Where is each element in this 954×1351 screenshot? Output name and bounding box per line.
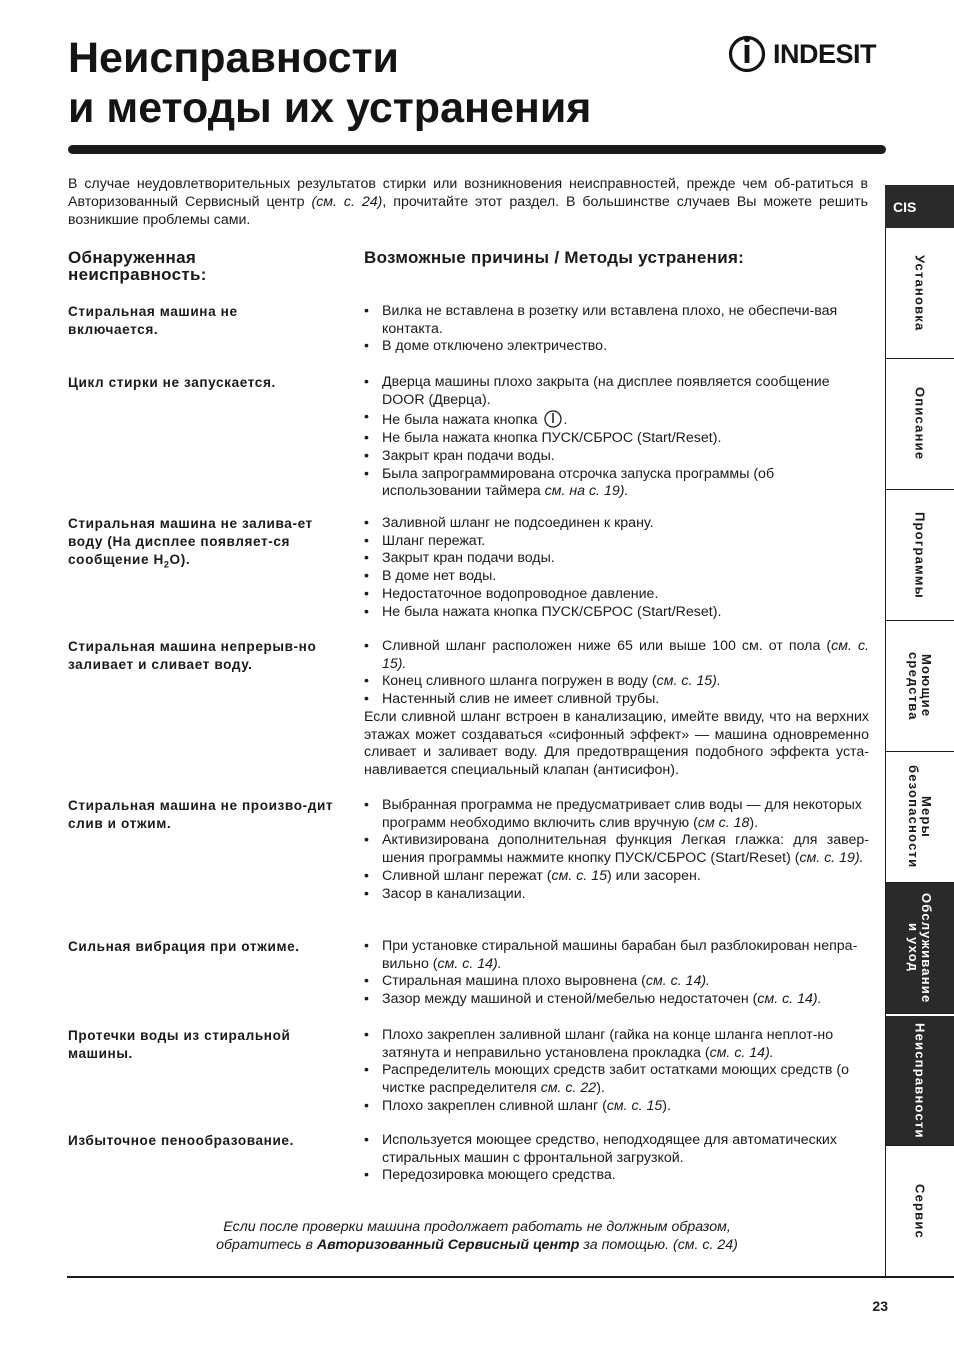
tab-programs[interactable]: Программы <box>886 490 954 621</box>
cause-item: • Вилка не вставлена в розетку или вставлена плохо, не обеспечи-вая контакта. <box>364 303 838 337</box>
cause-item: • В доме отключено электричество. <box>364 338 608 355</box>
cause-item: • Передозировка моющего средства. <box>364 1167 616 1184</box>
cause-list <box>364 638 869 780</box>
page-title-line-1: Неисправности <box>68 34 399 82</box>
tab-maintenance[interactable]: Обслуживание и уход <box>886 883 954 1014</box>
cause-item: • Зазор между машиной и стеной/мебелью недостаточен (см. с. 14). <box>364 991 822 1008</box>
cause-item: • Заливной шланг не подсоединен к крану. <box>364 515 654 531</box>
cause-item: • Не была нажата кнопка . <box>364 409 568 429</box>
cause-item: • Не была нажата кнопка ПУСК/СБРОС (Start/Reset). <box>364 430 722 447</box>
cause-list <box>364 938 869 1009</box>
cause-item: • Дверца машины плохо закрыта (на дисплее появляется сообщение DOOR (Дверца). <box>364 374 830 408</box>
problem-label: Сильная вибрация при отжиме. <box>68 939 300 954</box>
column-header-causes: Возможные причины / Методы устранения: <box>364 248 745 267</box>
problem-label: Стиральная машина не включается. <box>68 304 238 337</box>
service-center-name: Авторизованный Сервисный центр <box>316 1237 580 1253</box>
cause-list <box>364 797 869 903</box>
cause-item: • Шланг пережат. <box>364 532 486 549</box>
language-label: CIS <box>885 185 954 228</box>
cause-item: • Закрыт кран подачи воды. <box>364 550 555 567</box>
brand-logo <box>727 33 892 75</box>
power-icon <box>543 409 563 429</box>
intro-paragraph <box>68 175 868 229</box>
problem-label: Стиральная машина не произво-дит слив и отжим. <box>68 798 334 831</box>
problem-label: Стиральная машина непрерыв-но заливает и сливает воду. <box>68 639 317 672</box>
cause-list <box>364 303 869 356</box>
tab-description[interactable]: Описание <box>886 359 954 490</box>
cause-note: Если сливной шланг встроен в канализацию, имейте ввиду, что на верхних этажах может создаваться «сифонный эффект» — машина одновременно сливает и заливает воду. Для предотвращения подобного эффекта уста-навливается специальный клапан (антисифон). <box>364 708 869 778</box>
intro-text-2: , прочитайте этот раздел. В большинстве случаев Вы можете решить возникшие проблемы сами. <box>68 194 868 228</box>
tab-service[interactable]: Сервис <box>912 1184 928 1239</box>
cause-item: • Плохо закреплен сливной шланг (см. с. 15). <box>364 1097 671 1114</box>
cause-item: • Сливной шланг пережат (см. с. 15) или засорен. <box>364 867 701 884</box>
brand-logo-mark <box>727 33 767 75</box>
problem-label: Избыточное пенообразование. <box>68 1133 294 1148</box>
page-title <box>68 33 591 133</box>
cause-item: • Закрыт кран подачи воды. <box>364 447 555 464</box>
tab-safety[interactable]: Меры безопасности <box>886 752 954 883</box>
cause-item: • Активизирована дополнительная функция Легкая глажка: для завер-шения программы нажмите кнопку ПУСК/СБРОС (Start/Reset) (см. с. 19). <box>364 832 869 867</box>
cause-item: • При установке стиральной машины барабан был разблокирован непра-вильно (см. с. 14). <box>364 938 858 972</box>
cause-item: • Недостаточное водопроводное давление. <box>364 585 659 602</box>
column-header-problem: Обнаруженная неисправность: <box>68 248 207 284</box>
tab-installation[interactable]: Установка <box>886 228 954 359</box>
brand-logo-text: INDESIT <box>773 38 877 69</box>
cause-item: • Плохо закреплен заливной шланг (гайка на конце шланга неплот-но затянута и неправильно установлена прокладка (см. с. 14). <box>364 1027 834 1061</box>
page-number: 23 <box>872 1298 888 1314</box>
cause-list <box>364 1132 869 1185</box>
page-title-line-2: и методы их устранения <box>68 84 592 132</box>
cause-item: • Распределитель моющих средств забит остатками моющих средств (о чистке распределителя см. с. 22). <box>364 1062 849 1097</box>
service-note: Если после проверки машина продолжает работать не должным образом, обратитесь в Авторизованный Сервисный центр за помощью. (см. с. 24) <box>216 1219 738 1253</box>
service-note-line-1: Если после проверки машина продолжает работать не должным образом, <box>223 1219 731 1235</box>
cause-item: • Выбранная программа не предусматривает слив воды — для некоторых программ необходимо включить слив вручную (см с. 18). <box>364 797 862 831</box>
tab-detergents[interactable]: Моющие средства <box>886 621 954 752</box>
problem-label: Стиральная машина не залива-ет воду (На дисплее появляет-ся сообщение $H_2O$). <box>68 516 313 570</box>
cause-item: • Сливной шланг расположен ниже 65 или выше 100 см. от пола (см. с. 15). <box>364 638 869 672</box>
cause-list <box>364 515 869 621</box>
problem-label: Цикл стирки не запускается. <box>68 375 276 390</box>
cause-item: • Конец сливного шланга погружен в воду (см. с. 15). <box>364 673 721 690</box>
cause-list <box>364 1027 869 1116</box>
cause-item: • Засор в канализации. <box>364 885 526 902</box>
header-divider <box>68 145 886 154</box>
cause-item: • Была запрограммирована отсрочка запуска программы (об использовании таймера см. на с. 19). <box>364 465 775 500</box>
intro-text-1: В случае неудовлетворительных результатов стирки или возникновения неисправностей, прежде чем об-ратиться в Авторизованный Сервисный центр <box>68 176 868 210</box>
cause-item: • Стиральная машина плохо выровнена (см. с. 14). <box>364 973 711 990</box>
tab-troubleshooting[interactable]: Неисправности <box>886 1015 954 1146</box>
cause-item: • Не была нажата кнопка ПУСК/СБРОС (Start/Reset). <box>364 603 722 620</box>
cause-item: • Настенный слив не имеет сливной трубы. <box>364 691 660 708</box>
intro-page-ref: (см. с. 24) <box>311 194 383 210</box>
problem-label: Протечки воды из стиральной машины. <box>68 1028 291 1061</box>
cause-item: • Используется моющее средство, неподходящее для автоматических стиральных машин с фронтальной загрузкой. <box>364 1132 837 1166</box>
cause-item: • В доме нет воды. <box>364 568 497 585</box>
cause-list <box>364 374 869 501</box>
footer-divider <box>67 1276 954 1278</box>
